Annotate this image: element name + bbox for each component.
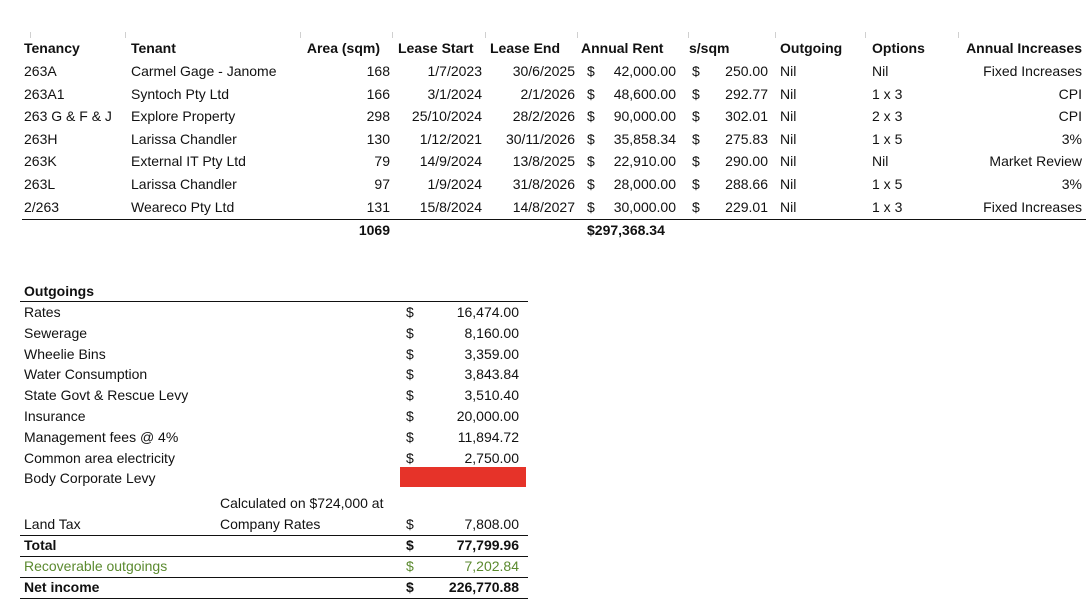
rent-cell: 42,000.00 bbox=[613, 63, 676, 79]
sqm-currency: $ bbox=[692, 176, 700, 192]
options-cell: 2 x 3 bbox=[872, 108, 903, 125]
total-label: Total bbox=[24, 537, 57, 553]
rent-cell: 35,858.34 bbox=[613, 130, 676, 147]
column-tick bbox=[30, 32, 31, 38]
rent-currency: $ bbox=[587, 130, 595, 147]
outgoing-cell: Nil bbox=[780, 85, 797, 102]
rent-currency: $ bbox=[587, 108, 595, 125]
lease-start-cell: 15/8/2024 bbox=[419, 198, 482, 215]
land-tax-note: Company Rates bbox=[220, 516, 321, 532]
outgoing-value: 11,894.72 bbox=[457, 428, 519, 445]
area-cell: 166 bbox=[366, 85, 390, 102]
rent-cell: 90,000.00 bbox=[613, 108, 676, 125]
total-value: 77,799.96 bbox=[456, 537, 519, 553]
column-tick bbox=[688, 32, 689, 38]
lease-start-cell: 3/1/2024 bbox=[427, 85, 482, 102]
outgoing-value: 20,000.00 bbox=[456, 408, 519, 424]
recoverable-label: Recoverable outgoings bbox=[24, 558, 168, 574]
column-tick bbox=[125, 32, 126, 38]
currency-symbol: $ bbox=[406, 366, 414, 383]
area-cell: 131 bbox=[366, 198, 390, 215]
rent-cell: 30,000.00 bbox=[613, 198, 676, 215]
land-tax-value: 7,808.00 bbox=[464, 516, 519, 532]
total-double-rule bbox=[20, 556, 528, 557]
increases-cell: CPI bbox=[1058, 108, 1082, 125]
tenant-cell: External IT Pty Ltd bbox=[131, 153, 246, 170]
area-cell: 130 bbox=[366, 130, 390, 147]
column-header: Tenant bbox=[131, 40, 176, 56]
increases-cell: Fixed Increases bbox=[983, 63, 1082, 79]
lease-end-cell: 30/11/2026 bbox=[505, 130, 575, 147]
tenant-cell: Syntoch Pty Ltd bbox=[131, 85, 230, 102]
tenant-cell: Larissa Chandler bbox=[131, 130, 237, 147]
increases-cell: 3% bbox=[1061, 176, 1082, 192]
lease-end-cell: 13/8/2025 bbox=[512, 153, 575, 170]
outgoing-value: 2,750.00 bbox=[464, 449, 519, 466]
column-header: s/sqm bbox=[689, 40, 730, 56]
lease-end-cell: 14/8/2027 bbox=[512, 198, 575, 215]
column-header: Lease End bbox=[490, 40, 561, 56]
area-cell: 97 bbox=[374, 176, 390, 192]
rent-cell: 48,600.00 bbox=[613, 85, 676, 102]
total-rent: $297,368.34 bbox=[587, 222, 665, 239]
increases-cell: CPI bbox=[1058, 85, 1082, 102]
outgoing-label: Wheelie Bins bbox=[24, 345, 106, 362]
lease-end-cell: 30/6/2025 bbox=[512, 63, 575, 79]
outgoing-label: Common area electricity bbox=[24, 449, 175, 466]
increases-cell: Fixed Increases bbox=[983, 198, 1082, 215]
outgoing-cell: Nil bbox=[780, 130, 797, 147]
column-header: Annual Increases bbox=[966, 40, 1082, 56]
tenancy-cell: 263A1 bbox=[24, 85, 65, 102]
total-rule bbox=[20, 535, 528, 536]
lease-start-cell: 14/9/2024 bbox=[419, 153, 482, 170]
tenancy-cell: 263A bbox=[24, 63, 57, 79]
outgoing-value: 3,359.00 bbox=[464, 345, 519, 362]
column-tick bbox=[958, 32, 959, 38]
outgoing-label: Rates bbox=[24, 304, 61, 320]
currency-symbol: $ bbox=[406, 579, 414, 595]
column-header: Annual Rent bbox=[581, 40, 664, 56]
increases-cell: 3% bbox=[1061, 130, 1082, 147]
sqm-currency: $ bbox=[692, 198, 700, 215]
outgoing-label: Insurance bbox=[24, 408, 86, 424]
per-sqm-cell: 302.01 bbox=[725, 108, 768, 125]
options-cell: 1 x 3 bbox=[872, 198, 903, 215]
rent-cell: 22,910.00 bbox=[613, 153, 676, 170]
per-sqm-cell: 288.66 bbox=[725, 176, 768, 192]
tenant-cell: Explore Property bbox=[131, 108, 236, 125]
lease-start-cell: 1/9/2024 bbox=[427, 176, 482, 192]
lease-start-cell: 1/12/2021 bbox=[419, 130, 482, 147]
net-income-value: 226,770.88 bbox=[448, 579, 519, 595]
land-tax-note: Calculated on $724,000 at bbox=[220, 495, 384, 511]
rent-currency: $ bbox=[587, 85, 595, 102]
currency-symbol: $ bbox=[406, 324, 414, 341]
lease-start-cell: 1/7/2023 bbox=[427, 63, 482, 79]
currency-symbol: $ bbox=[406, 537, 414, 553]
outgoing-label: Sewerage bbox=[24, 324, 88, 341]
column-header: Lease Start bbox=[398, 40, 474, 56]
currency-symbol: $ bbox=[406, 304, 414, 320]
tenancy-cell: 2/263 bbox=[24, 198, 60, 215]
options-cell: 1 x 5 bbox=[872, 176, 903, 192]
outgoings-title-underline bbox=[20, 301, 528, 302]
column-tick bbox=[865, 32, 866, 38]
tenancy-cell: 263H bbox=[24, 130, 58, 147]
outgoing-label: Management fees @ 4% bbox=[24, 428, 179, 445]
column-tick bbox=[775, 32, 776, 38]
outgoing-value: 16,474.00 bbox=[456, 304, 519, 320]
lease-end-cell: 31/8/2026 bbox=[512, 176, 575, 192]
per-sqm-cell: 250.00 bbox=[725, 63, 768, 79]
tenancy-cell: 263K bbox=[24, 153, 57, 170]
sqm-currency: $ bbox=[692, 108, 700, 125]
sqm-currency: $ bbox=[692, 85, 700, 102]
options-cell: Nil bbox=[872, 153, 889, 170]
tenancy-cell: 263 G & F & J bbox=[24, 108, 112, 125]
column-tick bbox=[577, 32, 578, 38]
column-tick bbox=[392, 32, 393, 38]
rent-currency: $ bbox=[587, 198, 595, 215]
lease-start-cell: 25/10/2024 bbox=[411, 108, 482, 125]
outgoing-cell: Nil bbox=[780, 153, 797, 170]
column-header: Outgoing bbox=[780, 40, 843, 56]
sqm-currency: $ bbox=[692, 153, 700, 170]
options-cell: 1 x 5 bbox=[872, 130, 903, 147]
column-tick bbox=[485, 32, 486, 38]
per-sqm-cell: 292.77 bbox=[725, 85, 768, 102]
outgoing-value: 3,510.40 bbox=[464, 387, 519, 404]
currency-symbol: $ bbox=[406, 428, 414, 445]
outgoing-cell: Nil bbox=[780, 108, 797, 125]
options-cell: Nil bbox=[872, 63, 889, 79]
column-header: Options bbox=[872, 40, 925, 56]
currency-symbol: $ bbox=[406, 558, 414, 574]
sqm-currency: $ bbox=[692, 63, 700, 79]
outgoing-label: Body Corporate Levy bbox=[24, 470, 156, 487]
rent-currency: $ bbox=[587, 63, 595, 79]
outgoing-label: Water Consumption bbox=[24, 366, 148, 383]
rent-cell: 28,000.00 bbox=[613, 176, 676, 192]
rent-currency: $ bbox=[587, 176, 595, 192]
currency-symbol: $ bbox=[406, 408, 414, 424]
outgoing-cell: Nil bbox=[780, 176, 797, 192]
rent-currency: $ bbox=[587, 153, 595, 170]
per-sqm-cell: 229.01 bbox=[725, 198, 768, 215]
options-cell: 1 x 3 bbox=[872, 85, 903, 102]
lease-end-cell: 28/2/2026 bbox=[512, 108, 575, 125]
net-income-rule bbox=[20, 577, 528, 578]
outgoing-cell: Nil bbox=[780, 198, 797, 215]
outgoing-label: State Govt & Rescue Levy bbox=[24, 387, 189, 404]
sqm-currency: $ bbox=[692, 130, 700, 147]
net-income-underline bbox=[20, 598, 528, 599]
land-tax-label: Land Tax bbox=[24, 516, 81, 532]
lease-end-cell: 2/1/2026 bbox=[520, 85, 575, 102]
column-tick bbox=[300, 32, 301, 38]
outgoing-cell: Nil bbox=[780, 63, 797, 79]
tenant-cell: Carmel Gage - Janome bbox=[131, 63, 277, 79]
currency-symbol: $ bbox=[406, 449, 414, 466]
column-header: Tenancy bbox=[24, 40, 80, 56]
area-cell: 298 bbox=[366, 108, 390, 125]
tenant-cell: Weareco Pty Ltd bbox=[131, 198, 235, 215]
column-header: Area (sqm) bbox=[306, 40, 380, 56]
area-cell: 79 bbox=[374, 153, 390, 170]
table-underline bbox=[22, 219, 1086, 220]
total-area: 1069 bbox=[358, 222, 390, 239]
per-sqm-cell: 290.00 bbox=[725, 153, 768, 170]
outgoings-title: Outgoings bbox=[24, 283, 94, 299]
body-corporate-levy-highlight bbox=[400, 467, 526, 487]
outgoing-value: 8,160.00 bbox=[464, 324, 519, 341]
currency-symbol: $ bbox=[406, 345, 414, 362]
net-income-label: Net income bbox=[24, 579, 100, 595]
recoverable-value: 7,202.84 bbox=[464, 558, 519, 574]
currency-symbol: $ bbox=[406, 516, 414, 532]
currency-symbol: $ bbox=[406, 387, 414, 404]
tenant-cell: Larissa Chandler bbox=[131, 176, 237, 192]
outgoing-value: 3,843.84 bbox=[464, 366, 519, 383]
area-cell: 168 bbox=[366, 63, 390, 79]
tenancy-cell: 263L bbox=[24, 176, 56, 192]
per-sqm-cell: 275.83 bbox=[725, 130, 768, 147]
increases-cell: Market Review bbox=[989, 153, 1082, 170]
